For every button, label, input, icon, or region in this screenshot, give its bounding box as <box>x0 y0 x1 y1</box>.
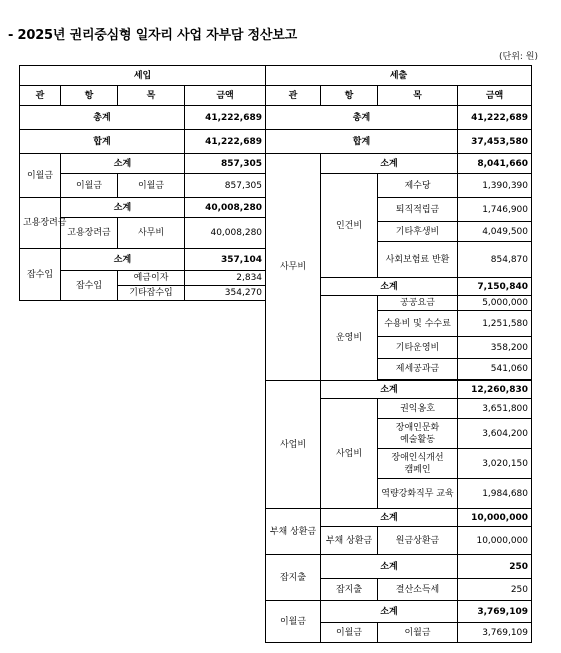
subtotal-label: 소계 <box>61 154 185 174</box>
mok-cell: 기타후생비 <box>378 222 458 242</box>
expenditure-total-label: 총계 <box>266 106 458 130</box>
unit-label: (단위: 원) <box>499 52 538 62</box>
subtotal-amount: 357,104 <box>185 249 266 271</box>
subtotal-label: 소계 <box>321 381 458 399</box>
amount-cell: 3,769,109 <box>458 623 532 643</box>
hang-cell: 잡수입 <box>61 271 118 301</box>
amount-cell: 3,651,800 <box>458 399 532 419</box>
subtotal-label: 소계 <box>61 249 185 271</box>
subtotal-amount: 857,305 <box>185 154 266 174</box>
subtotal-label: 소계 <box>321 278 458 296</box>
mok-cell: 결산소득세 <box>378 579 458 601</box>
header-hang: 항 <box>61 86 118 106</box>
revenue-sum-amount: 41,222,689 <box>185 130 266 154</box>
gwan-carryover: 이월금 <box>20 154 61 198</box>
amount-cell: 4,049,500 <box>458 222 532 242</box>
amount-cell: 358,200 <box>458 337 532 359</box>
header-hang: 항 <box>321 86 378 106</box>
mok-cell: 퇴직적립금 <box>378 198 458 222</box>
amount-cell: 40,008,280 <box>185 218 266 249</box>
hang-cell: 이월금 <box>61 174 118 198</box>
gwan-carryover-out: 이월금 <box>266 601 321 643</box>
gwan-debt-repayment: 부채 상환금 <box>266 509 321 555</box>
amount-cell: 354,270 <box>185 286 266 301</box>
hang-operations: 운영비 <box>321 296 378 381</box>
header-mok: 목 <box>118 86 185 106</box>
mok-cell: 사회보험료 반환 <box>378 242 458 278</box>
amount-cell: 1,251,580 <box>458 311 532 337</box>
amount-cell: 857,305 <box>185 174 266 198</box>
amount-cell: 10,000,000 <box>458 527 532 555</box>
subtotal-amount: 3,769,109 <box>458 601 532 623</box>
header-gwan: 관 <box>20 86 61 106</box>
amount-cell: 541,060 <box>458 359 532 380</box>
revenue-total-label: 총계 <box>20 106 185 130</box>
expenditure-section-title: 세출 <box>266 66 532 86</box>
subtotal-amount: 10,000,000 <box>458 509 532 527</box>
header-amount: 금액 <box>185 86 266 106</box>
subtotal-amount: 40,008,280 <box>185 198 266 218</box>
revenue-total-amount: 41,222,689 <box>185 106 266 130</box>
amount-cell: 2,834 <box>185 271 266 286</box>
amount-cell: 3,020,150 <box>458 449 532 479</box>
amount-cell: 1,390,390 <box>458 174 532 198</box>
gwan-misc-income: 잡수입 <box>20 249 61 301</box>
subtotal-amount: 12,260,830 <box>458 381 532 399</box>
revenue-section-title: 세입 <box>20 66 266 86</box>
hang-cell: 고용장려금 <box>61 218 118 249</box>
amount-cell: 3,604,200 <box>458 419 532 449</box>
gwan-employment-subsidy: 고용장려금 <box>20 198 61 249</box>
mok-cell: 원금상환금 <box>378 527 458 555</box>
page-title: - 2025년 권리중심형 일자리 사업 자부담 정산보고 <box>8 28 297 43</box>
revenue-sum-label: 합계 <box>20 130 185 154</box>
gwan-office-expense: 사무비 <box>266 154 321 381</box>
hang-personnel: 인건비 <box>321 174 378 278</box>
subtotal-label: 소계 <box>321 154 458 174</box>
gwan-misc-expense: 잡지출 <box>266 555 321 601</box>
expenditure-table <box>265 65 531 643</box>
subtotal-label: 소계 <box>321 509 458 527</box>
mok-cell: 수용비 및 수수료 <box>378 311 458 337</box>
mok-cell: 장애인문화 예술활동 <box>378 419 458 449</box>
expenditure-sum-label: 합계 <box>266 130 458 154</box>
gwan-program-expense: 사업비 <box>266 381 321 509</box>
amount-cell: 854,870 <box>458 242 532 278</box>
amount-cell: 5,000,000 <box>458 296 532 311</box>
subtotal-label: 소계 <box>321 601 458 623</box>
header-amount: 금액 <box>458 86 532 106</box>
subtotal-amount: 7,150,840 <box>458 278 532 296</box>
hang-cell: 부채 상환금 <box>321 527 378 555</box>
subtotal-amount: 250 <box>458 555 532 579</box>
hang-cell: 잡지출 <box>321 579 378 601</box>
hang-program: 사업비 <box>321 399 378 509</box>
mok-cell: 사무비 <box>118 218 185 249</box>
mok-cell: 이월금 <box>118 174 185 198</box>
amount-cell: 1,984,680 <box>458 479 532 509</box>
hang-cell: 이월금 <box>321 623 378 643</box>
mok-cell: 예금이자 <box>118 271 185 286</box>
mok-cell: 기타잡수입 <box>118 286 185 301</box>
expenditure-sum-amount: 37,453,580 <box>458 130 532 154</box>
mok-cell: 장애인식개선 캠페인 <box>378 449 458 479</box>
mok-cell: 공공요금 <box>378 296 458 311</box>
mok-cell: 이월금 <box>378 623 458 643</box>
mok-cell: 제수당 <box>378 174 458 198</box>
amount-cell: 1,746,900 <box>458 198 532 222</box>
mok-cell: 제세공과금 <box>378 359 458 380</box>
mok-cell: 기타운영비 <box>378 337 458 359</box>
revenue-table <box>19 65 265 301</box>
amount-cell: 250 <box>458 579 532 601</box>
mok-cell: 권익옹호 <box>378 399 458 419</box>
subtotal-label: 소계 <box>61 198 185 218</box>
mok-cell: 역량강화직무 교육 <box>378 479 458 509</box>
header-mok: 목 <box>378 86 458 106</box>
expenditure-total-amount: 41,222,689 <box>458 106 532 130</box>
subtotal-amount: 8,041,660 <box>458 154 532 174</box>
subtotal-label: 소계 <box>321 555 458 579</box>
header-gwan: 관 <box>266 86 321 106</box>
